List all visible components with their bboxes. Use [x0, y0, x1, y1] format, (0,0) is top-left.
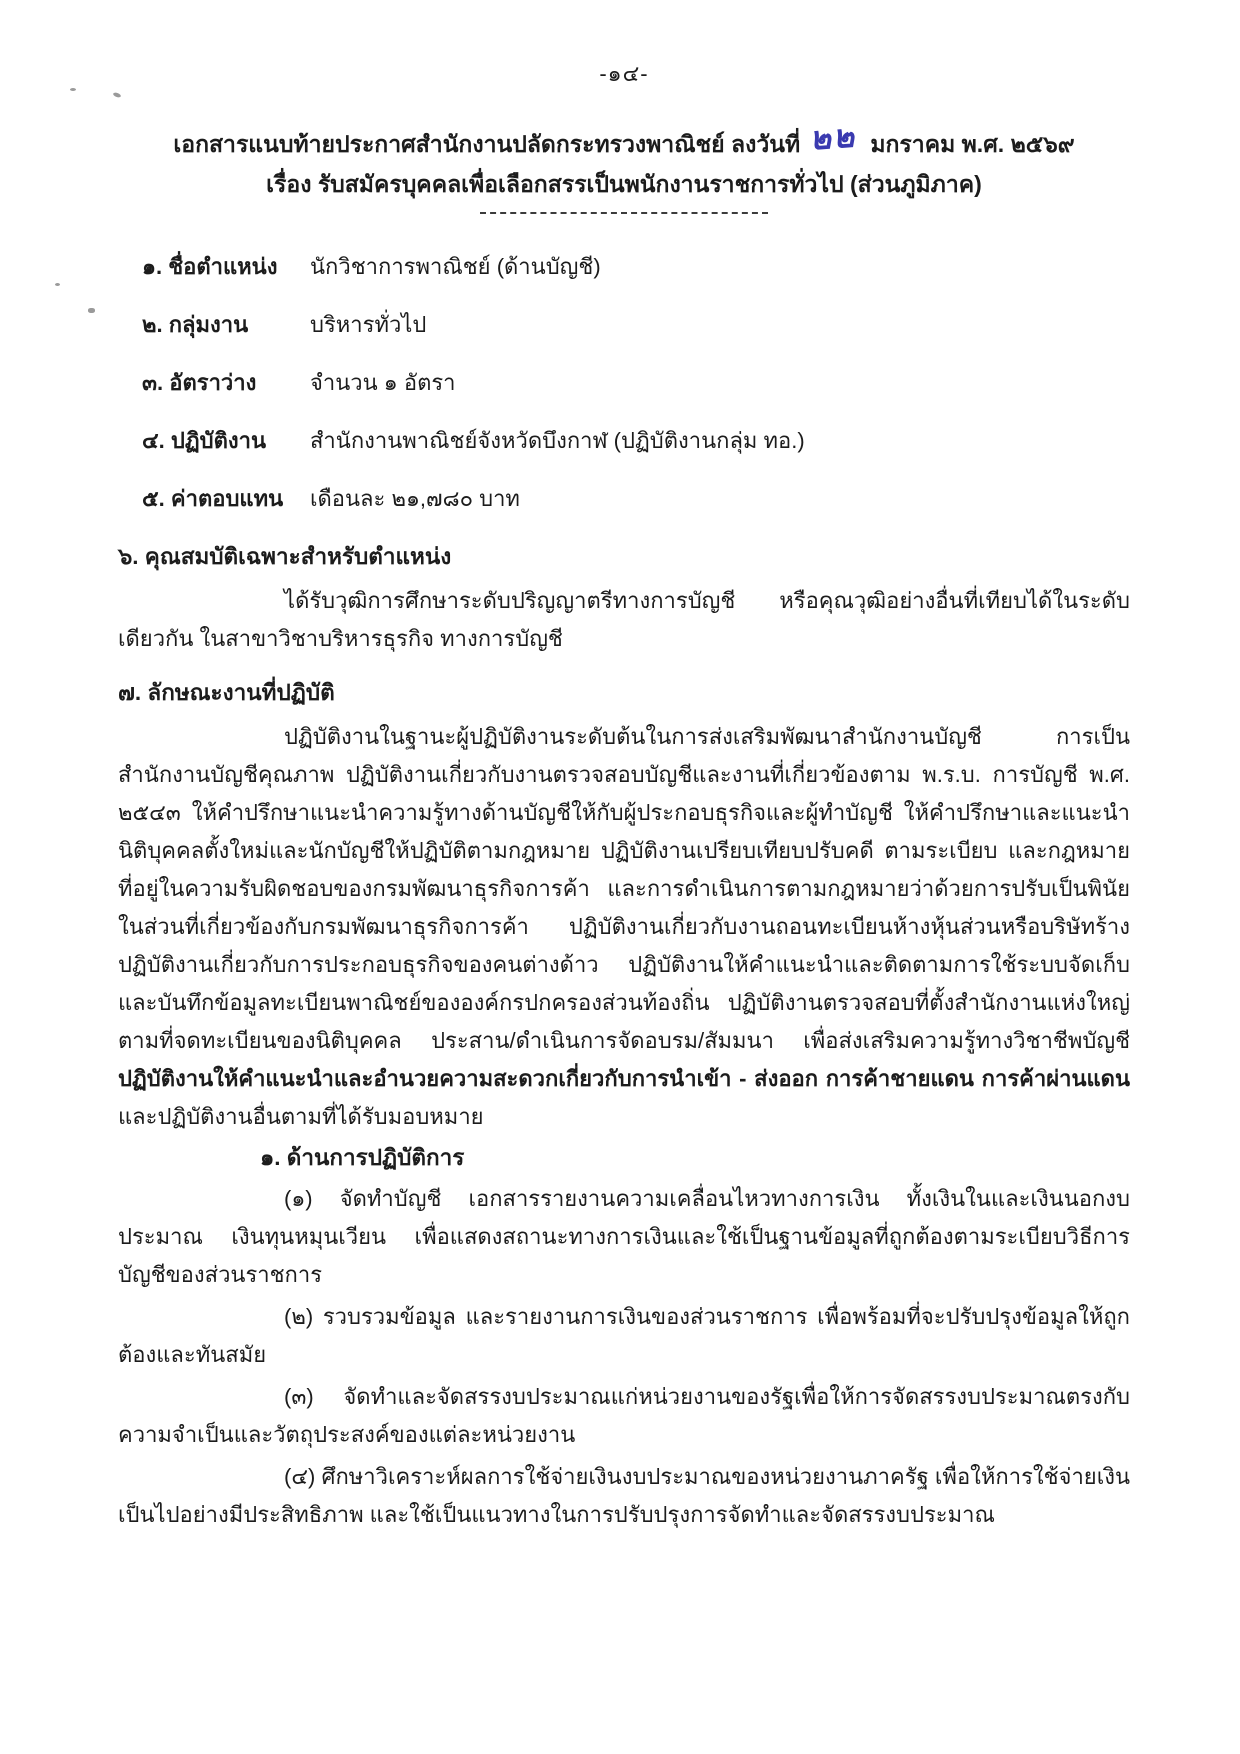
title-line-1: [118, 116, 1130, 164]
scan-artifact: [55, 283, 60, 286]
document-title: [118, 116, 1130, 214]
scan-artifact: [70, 88, 76, 91]
section6-body: ได้รับวุฒิการศึกษาระดับปริญญาตรีทางการบัญชี หรือคุณวุฒิอย่างอื่นที่เทียบได้ในระดับเดียวกัน ในสาขาวิชาบริหารธุรกิจ ทางการบัญชี: [118, 588, 1130, 651]
intro-segment-normal: ปฏิบัติงานในฐานะผู้ปฏิบัติงานระดับต้นในการส่งเสริมพัฒนาสำนักงานบัญชี การเป็นสำนักงานบัญชีคุณภาพ ปฏิบัติงานเกี่ยวกับงานตรวจสอบบัญชีและงานที่เกี่ยวข้องตาม พ.ร.บ. การบัญชี พ.ศ. ๒๕๔๓ ให้คำปรึกษาแนะนำความรู้ทางด้านบัญชีให้กับผู้ประกอบธุรกิจและผู้ทำบัญชี ให้คำปรึกษาและแนะนำนิติบุคคลตั้งใหม่และนักบัญชีให้ปฏิบัติตามกฎหมาย ปฏิบัติงานเปรียบเทียบปรับคดี ตามระเบียบ และกฎหมายที่อยู่ในความรับผิดชอบของกรมพัฒนาธุรกิจการค้า และการดำเนินการตามกฎหมายว่าด้วยการปรับเป็นพินัยในส่วนที่เกี่ยวข้องกับกรมพัฒนาธุรกิจการค้า ปฏิบัติงานเกี่ยวกับงานถอนทะเบียนห้างหุ้นส่วนหรือบริษัทร้าง ปฏิบัติงานเกี่ยวกับการประกอบธุรกิจของคนต่างด้าว ปฏิบัติงานให้คำแนะนำและติดตามการใช้ระบบจัดเก็บและบันทึกข้อมูลทะเบียนพาณิชย์ขององค์กรปกครองส่วนท้องถิ่น ปฏิบัติงานตรวจสอบที่ตั้งสำนักงานแห่งใหญ่ตามที่จดทะเบียนของนิติบุคคล ประสาน/ดำเนินการจัดอบรม/สัมมนา เพื่อส่งเสริมความรู้ทางวิชาชีพบัญชี: [118, 724, 1130, 1053]
section7-subheading-operations: ๑. ด้านการปฏิบัติการ: [260, 1145, 465, 1170]
field-label: ๔. ปฏิบัติงาน: [142, 428, 266, 453]
field-row-work-group: [118, 306, 1130, 343]
title-line1-after: มกราคม พ.ศ. ๒๕๖๙: [870, 131, 1075, 157]
field-value: สำนักงานพาณิชย์จังหวัดบึงกาฬ (ปฏิบัติงานกลุ่ม ทอ.): [310, 428, 805, 453]
section-qualifications: [118, 538, 1130, 658]
field-row-salary: [118, 480, 1130, 517]
field-value: บริหารทั่วไป: [310, 312, 427, 337]
duty-item-1: (๑) จัดทำบัญชี เอกสารรายงานความเคลื่อนไหวทางการเงิน ทั้งเงินในและเงินนอกงบประมาณ เงินทุนหมุนเวียน เพื่อแสดงสถานะทางการเงินและใช้เป็นฐานข้อมูลที่ถูกต้องตามระเบียบวิธีการบัญชีของส่วนราชการ: [118, 1186, 1130, 1287]
field-label: ๒. กลุ่มงาน: [142, 312, 249, 337]
field-row-position-name: [118, 248, 1130, 285]
scan-artifact: [88, 308, 95, 313]
field-label: ๓. อัตราว่าง: [142, 370, 257, 395]
duty-item-2: (๒) รวบรวมข้อมูล และรายงานการเงินของส่วนราชการ เพื่อพร้อมที่จะปรับปรุงข้อมูลให้ถูกต้องและทันสมัย: [118, 1304, 1130, 1367]
section-job-description: [118, 674, 1130, 1534]
field-value: เดือนละ ๒๑,๗๘๐ บาท: [310, 486, 520, 511]
section7-intro-paragraph: [118, 718, 1130, 1136]
duty-item-3: (๓) จัดทำและจัดสรรงบประมาณแก่หน่วยงานของรัฐเพื่อให้การจัดสรรงบประมาณตรงกับความจำเป็นและวัตถุประสงค์ของแต่ละหน่วยงาน: [118, 1384, 1130, 1447]
section7-heading: ๗. ลักษณะงานที่ปฏิบัติ: [118, 680, 335, 705]
field-row-vacancy: [118, 364, 1130, 401]
field-row-workplace: [118, 422, 1130, 459]
page-number: -๑๔-: [599, 61, 649, 86]
dashed-separator: [480, 212, 768, 214]
field-list: [118, 248, 1130, 517]
field-label: ๕. ค่าตอบแทน: [142, 486, 284, 511]
intro-segment-bold: ปฏิบัติงานให้คำแนะนำและอำนวยความสะดวกเกี่ยวกับการนำเข้า - ส่งออก การค้าชายแดน การค้าผ่านแดน: [118, 1066, 1130, 1091]
title-line-2: เรื่อง รับสมัครบุคคลเพื่อเลือกสรรเป็นพนักงานราชการทั่วไป (ส่วนภูมิภาค): [266, 171, 982, 197]
field-value: นักวิชาการพาณิชย์ (ด้านบัญชี): [310, 254, 601, 279]
duty-item-4: (๔) ศึกษาวิเคราะห์ผลการใช้จ่ายเงินงบประมาณของหน่วยงานภาครัฐ เพื่อให้การใช้จ่ายเงินเป็นไปอย่างมีประสิทธิภาพ และใช้เป็นแนวทางในการปรับปรุงการจัดทำและจัดสรรงบประมาณ: [118, 1464, 1130, 1527]
field-label: ๑. ชื่อตำแหน่ง: [142, 254, 278, 279]
intro-segment-normal: และปฏิบัติงานอื่นตามที่ได้รับมอบหมาย: [118, 1104, 484, 1129]
section6-heading: ๖. คุณสมบัติเฉพาะสำหรับตำแหน่ง: [118, 544, 452, 569]
title-line1-before: เอกสารแนบท้ายประกาศสำนักงานปลัดกระทรวงพาณิชย์ ลงวันที่: [173, 131, 801, 157]
field-value: จำนวน ๑ อัตรา: [310, 370, 456, 395]
handwritten-date: ๒๒: [808, 116, 858, 158]
